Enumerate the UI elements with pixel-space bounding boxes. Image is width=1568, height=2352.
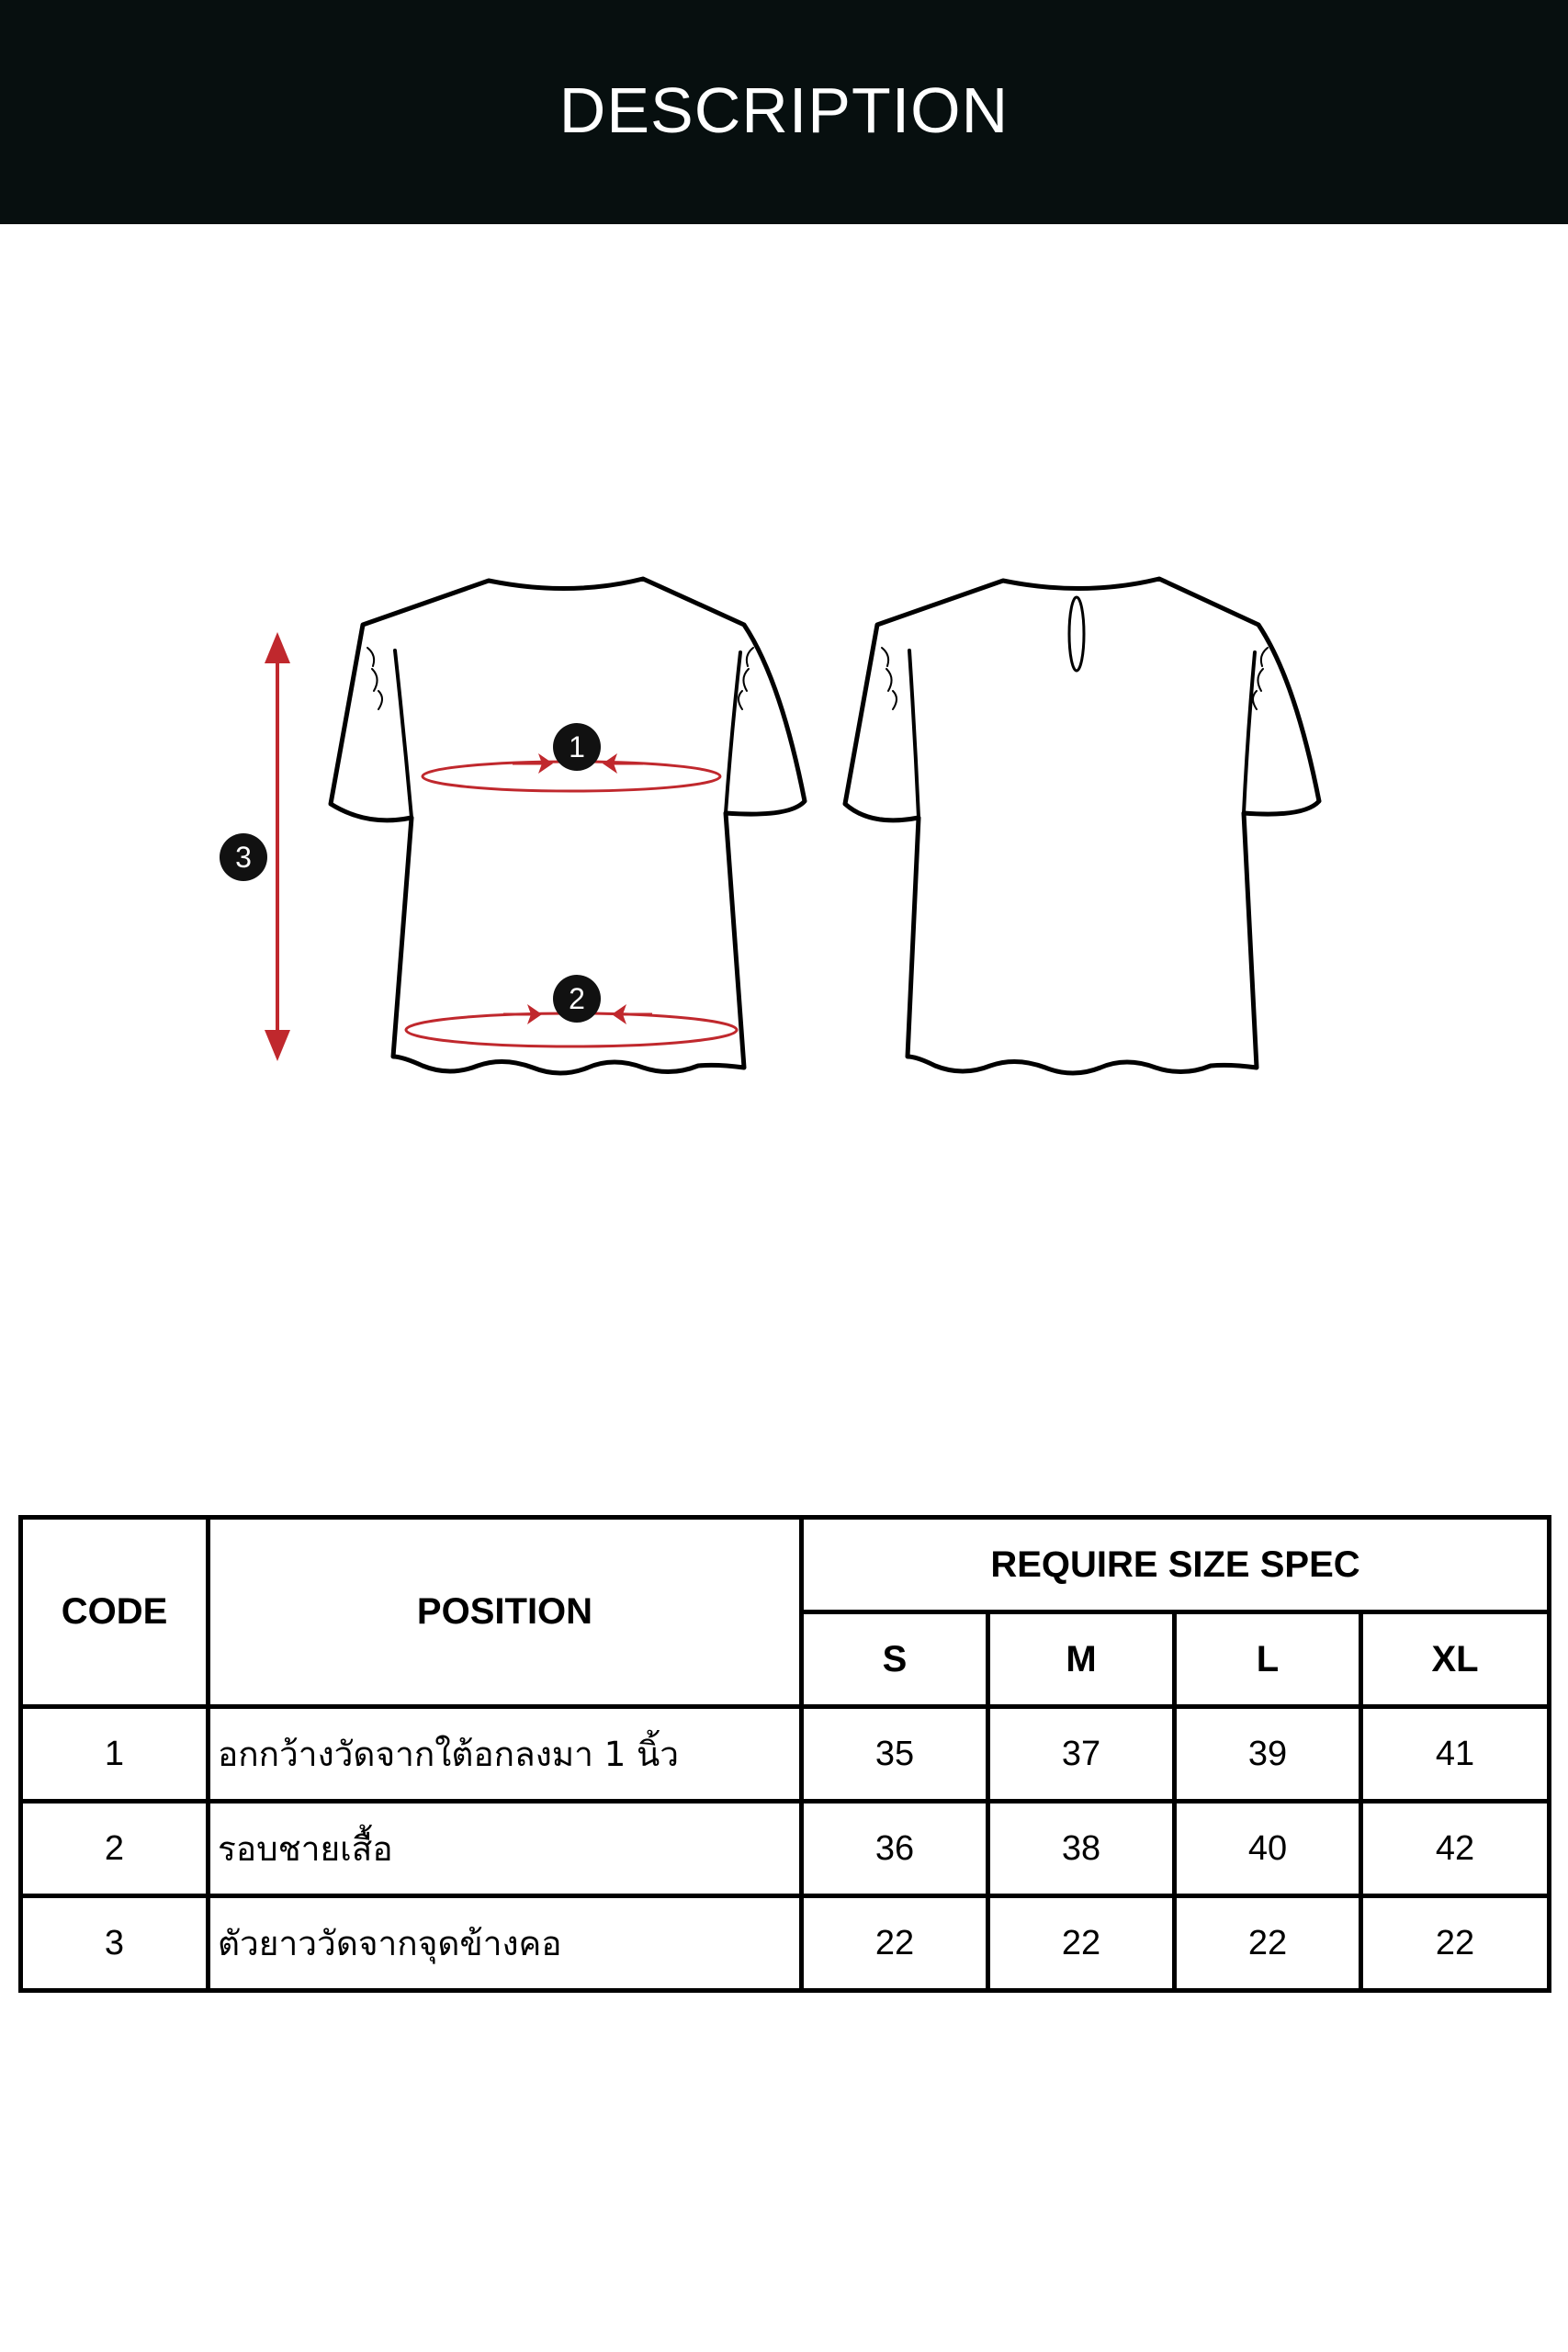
- code-header: CODE: [21, 1518, 209, 1707]
- row-code: 2: [21, 1802, 209, 1896]
- row-value-xl: 42: [1361, 1802, 1550, 1896]
- row-value-s: 35: [802, 1707, 988, 1802]
- marker-2: 2: [569, 982, 585, 1015]
- size-s-header: S: [802, 1612, 988, 1707]
- garment-diagram: [0, 514, 1568, 1121]
- marker-1: 1: [569, 730, 585, 763]
- table-row: [21, 1802, 1550, 1896]
- row-value-m: 38: [988, 1802, 1175, 1896]
- size-l-header: L: [1175, 1612, 1361, 1707]
- size-m-header: M: [988, 1612, 1175, 1707]
- row-value-l: 22: [1175, 1896, 1361, 1991]
- row-value-l: 39: [1175, 1707, 1361, 1802]
- hem-measure: [406, 975, 737, 1046]
- row-value-xl: 41: [1361, 1707, 1550, 1802]
- size-xl-header: XL: [1361, 1612, 1550, 1707]
- row-position: อกกว้างวัดจากใต้อกลงมา 1 นิ้ว: [209, 1707, 802, 1802]
- chest-measure: [423, 723, 720, 791]
- row-value-s: 36: [802, 1802, 988, 1896]
- row-code: 1: [21, 1707, 209, 1802]
- row-value-s: 22: [802, 1896, 988, 1991]
- page-title: DESCRIPTION: [558, 74, 1010, 146]
- back-view: [845, 579, 1319, 1073]
- position-header: POSITION: [209, 1518, 802, 1707]
- row-value-l: 40: [1175, 1802, 1361, 1896]
- length-measure: [220, 632, 290, 1061]
- marker-3: 3: [235, 841, 252, 874]
- size-spec-header: REQUIRE SIZE SPEC: [802, 1518, 1550, 1612]
- table-row: [21, 1707, 1550, 1802]
- row-position: รอบชายเสื้อ: [209, 1802, 802, 1896]
- row-value-xl: 22: [1361, 1896, 1550, 1991]
- table-header-row: [21, 1518, 1550, 1612]
- row-code: 3: [21, 1896, 209, 1991]
- table-row: [21, 1896, 1550, 1991]
- row-value-m: 37: [988, 1707, 1175, 1802]
- size-spec-table: [18, 1515, 1551, 1993]
- row-position: ตัวยาววัดจากจุดข้างคอ: [209, 1896, 802, 1991]
- row-value-m: 22: [988, 1896, 1175, 1991]
- header-bar: [0, 0, 1568, 224]
